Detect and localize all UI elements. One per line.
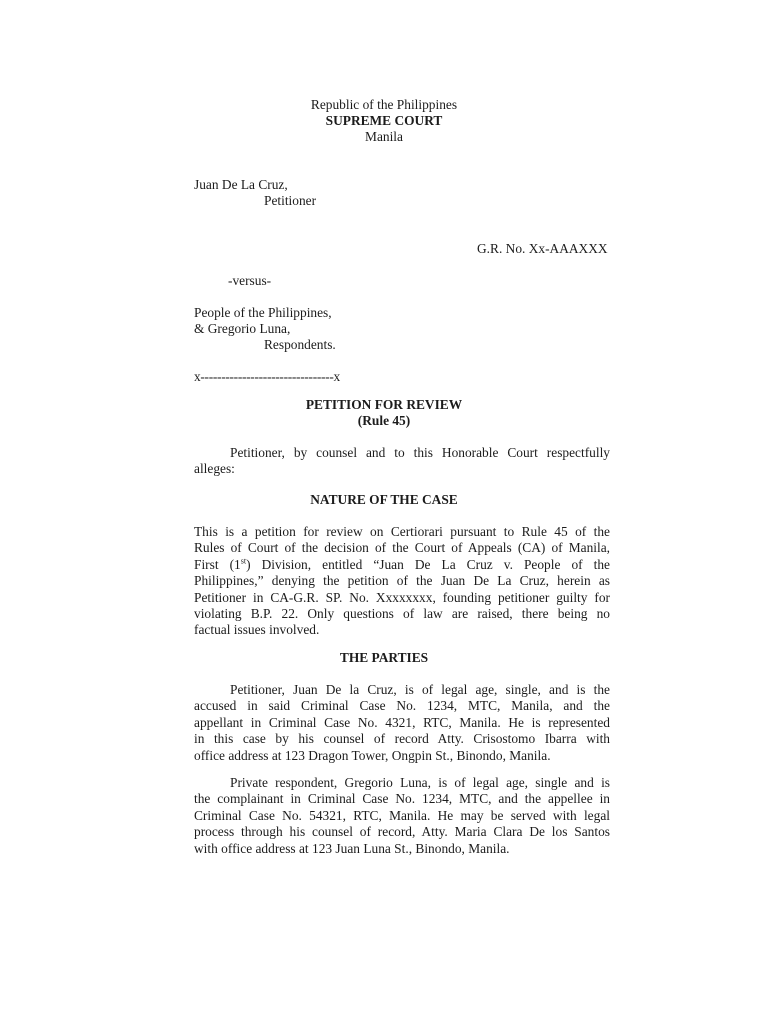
header-court: SUPREME COURT [325,113,443,128]
petitioner-role: Petitioner [264,193,317,208]
nature-paragraph [194,524,610,639]
gr-number: G.R. No. Xx-AAAXXX [477,241,608,256]
nature-heading: NATURE OF THE CASE [310,492,458,507]
nature-line-2: Rules of Court of the decision of the Court of Appeals (CA) of Manila, [194,540,610,556]
respondent-line-2: & Gregorio Luna, [194,321,291,336]
intro-line-1: Petitioner, by counsel and to this Honorable Court respectfully [230,445,610,460]
nature-line-5: Petitioner in CA-G.R. SP. No. Xxxxxxxx, founding petitioner guilty for [194,589,610,605]
versus-label: -versus- [228,273,272,288]
nature-line-4: Philippines,” denying the petition of the Juan De La Cruz, herein as [194,573,610,589]
caption-separator: x--------------------------------x [194,369,340,384]
petitioner-line-5: office address at 123 Dragon Tower, Ongpin St., Binondo, Manila. [194,747,551,763]
nature-line-3a: First (1 [194,556,241,572]
petitioner-paragraph [194,682,610,764]
nature-line-1: This is a petition for review on Certiorari pursuant to Rule 45 of the [194,524,610,539]
intro-paragraph [194,445,610,478]
petitioner-line-2: accused in said Criminal Case No. 1234, MTC, Manila, and the [194,698,610,714]
intro-line-2: alleges: [194,461,235,477]
nature-line-3 [194,557,610,573]
petition-rule: (Rule 45) [357,413,411,428]
ordinal-superscript: st [240,556,247,566]
petition-title: PETITION FOR REVIEW [305,397,463,412]
respondent-para-line-3: Criminal Case No. 54321, RTC, Manila. He may be served with legal [194,807,610,823]
respondent-para-line-4: process through his counsel of record, Atty. Maria Clara De los Santos [194,824,610,840]
parties-heading: THE PARTIES [339,650,429,665]
respondent-role: Respondents. [264,337,336,352]
petitioner-line-4: in this case by his counsel of record Atty. Crisostomo Ibarra with [194,731,610,747]
petitioner-name: Juan De La Cruz, [194,177,288,192]
nature-line-7: factual issues involved. [194,622,320,638]
respondent-para-line-2: the complainant in Criminal Case No. 1234, MTC, and the appellee in [194,791,610,807]
header-city: Manila [365,129,403,144]
respondent-paragraph [194,775,610,857]
petitioner-line-3: appellant in Criminal Case No. 4321, RTC, Manila. He is represented [194,714,610,730]
header-republic: Republic of the Philippines [310,97,458,112]
nature-line-3b: ) Division, entitled “Juan De La Cruz v. People of the [246,556,610,572]
respondent-para-line-5: with office address at 123 Juan Luna St., Binondo, Manila. [194,840,510,856]
respondent-para-line-1: Private respondent, Gregorio Luna, is of legal age, single and is [230,775,610,790]
respondent-line-1: People of the Philippines, [194,305,332,320]
nature-line-6: violating B.P. 22. Only questions of law are raised, there being no [194,605,610,621]
petitioner-line-1: Petitioner, Juan De la Cruz, is of legal age, single, and is the [230,682,610,697]
